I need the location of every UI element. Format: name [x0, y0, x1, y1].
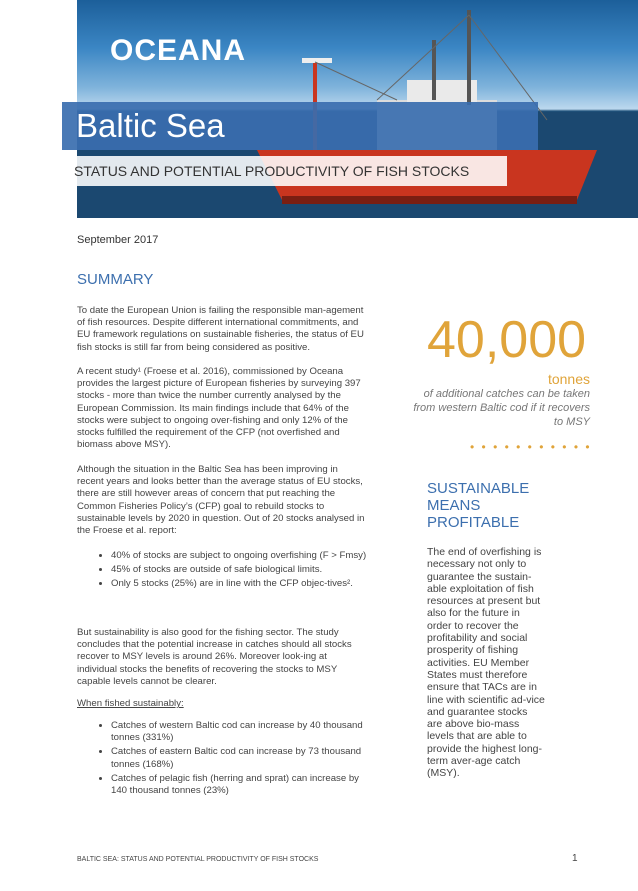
highlight-unit: tonnes: [547, 371, 590, 387]
list-item: • 45% of stocks are outside of safe biological limits.: [111, 564, 367, 576]
dotted-divider: • • • • • • • • • • •: [470, 440, 592, 454]
oceana-logo: OCEANA: [110, 34, 247, 67]
page-number: 1: [572, 853, 578, 864]
title-band: [62, 102, 538, 150]
list-item: • Only 5 stocks (25%) are in line with the CFP objec-tives².: [111, 578, 367, 590]
list-item: • Catches of pelagic fish (herring and sprat) can increase by 140 thousand tonnes (23%): [111, 773, 367, 797]
highlight-number: 40,000: [427, 311, 587, 369]
list-item: • 40% of stocks are subject to ongoing overfishing (F > Fmsy): [111, 550, 367, 562]
sidebar-text: The end of overfishing is necessary not only to guarantee the sustain-able exploitation of fish resources at present but also for the future in order to recover the profitability and social prosperity of fishing activities. EU Member States must therefore ensure that TACs are in line with scientific ad-vice and guarantee stocks are above bio-mass levels that are able to provide the highest long-term aver-age catch (MSY).: [427, 546, 545, 780]
sidebar-heading: SUSTAINABLE MEANS PROFITABLE: [427, 480, 530, 531]
summary-heading: SUMMARY: [77, 271, 154, 288]
catch-increase-list: [77, 720, 367, 799]
page-subtitle: STATUS AND POTENTIAL PRODUCTIVITY OF FISH STOCKS: [74, 163, 470, 179]
fished-sustainably-label: When fished sustainably:: [77, 698, 184, 709]
summary-paragraph-1: To date the European Union is failing the responsible man-agement of fish resources. Despite different international commitments, and EU framework regulations on sustainable fisheries, the status of EU fish stocks is still far from being considered as positive.: [77, 305, 364, 353]
footer-text: BALTIC SEA: STATUS AND POTENTIAL PRODUCTIVITY OF FISH STOCKS: [77, 856, 319, 863]
publication-date: September 2017: [77, 234, 159, 246]
subtitle-band: [62, 156, 507, 186]
page-title: Baltic Sea: [76, 107, 225, 144]
list-item: • Catches of eastern Baltic cod can increase by 73 thousand tonnes (168%): [111, 746, 367, 770]
stock-status-list: [77, 550, 367, 593]
highlight-caption: of additional catches can be taken from western Baltic cod if it recovers to MSY: [413, 388, 590, 428]
list-item: • Catches of western Baltic cod can increase by 40 thousand tonnes (331%): [111, 720, 367, 744]
summary-paragraph-2: A recent study¹ (Froese et al. 2016), commissioned by Oceana provides the largest picture of European fisheries by surveying 397 stocks - more than twice the number currently analysed by the European Commission. Its main findings include that 64% of the stocks were subject to ongoing over-fishing and only 12% of the stocks fulfilled the requirement of the CFP (not overfished and biomass above MSY).: [77, 366, 361, 451]
summary-paragraph-3: Although the situation in the Baltic Sea has been improving in recent years and looks better than the average status of EU stocks, there are still however areas of concern that put reaching the Common Fisheries Policy’s (CFP) goal to rebuild stocks to sustainable levels by 2020 in question. Out of 20 stocks analysed in the Froese et al. report:: [77, 464, 365, 537]
summary-paragraph-4: But sustainability is also good for the fishing sector. The study concludes that the potential increase in catches should all stocks recover to MSY levels is around 26%. Moreover look-ing at individual stocks the benefits of recovering the stocks to MSY capable levels cannot be clearer.: [77, 627, 352, 687]
